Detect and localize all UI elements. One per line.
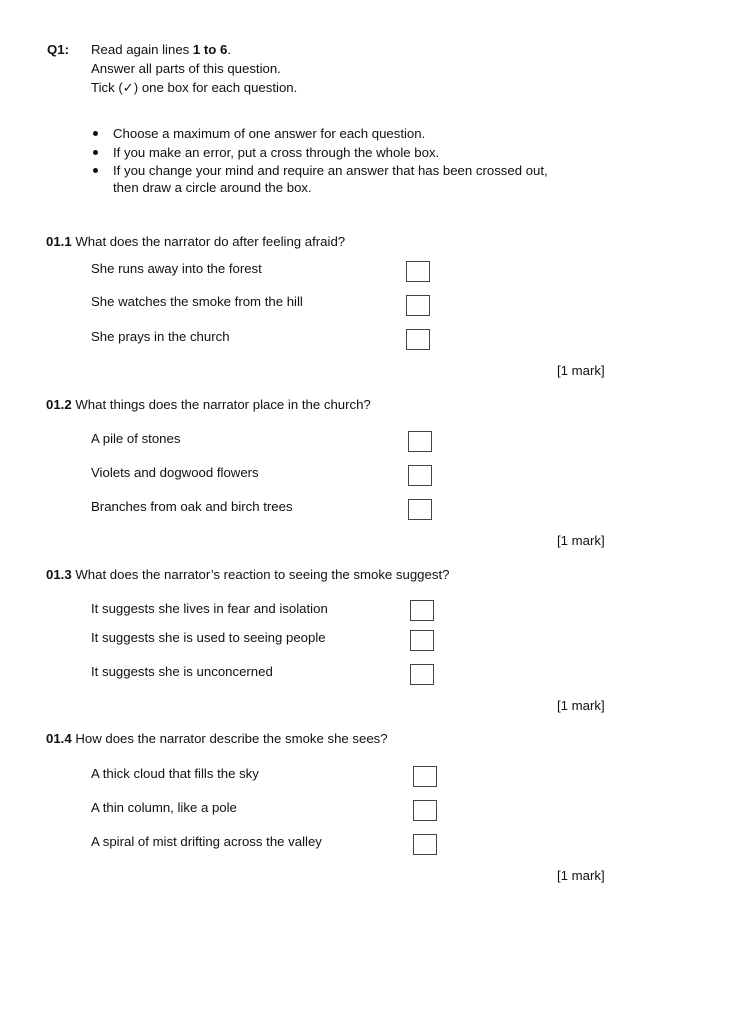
option-label: She runs away into the forest xyxy=(91,261,262,276)
bullet-icon xyxy=(93,168,98,173)
tick-box[interactable] xyxy=(413,766,437,787)
mark-label: [1 mark] xyxy=(557,363,605,378)
question-01-4: 01.4 How does the narrator describe the smoke she sees? xyxy=(46,731,388,746)
option-label: It suggests she is used to seeing people xyxy=(91,630,326,645)
option-label: It suggests she lives in fear and isolation xyxy=(91,601,328,616)
option-label: She prays in the church xyxy=(91,329,230,344)
option-label: It suggests she is unconcerned xyxy=(91,664,273,679)
bullet-text: If you change your mind and require an answer that has been crossed out, xyxy=(113,163,548,178)
question-01-2: 01.2 What things does the narrator place in the church? xyxy=(46,397,371,412)
question-01-1: 01.1 What does the narrator do after feeling afraid? xyxy=(46,234,346,249)
bullet-icon xyxy=(93,131,98,136)
tick-box[interactable] xyxy=(413,834,437,855)
tick-box[interactable] xyxy=(408,499,432,520)
tick-box[interactable] xyxy=(410,630,434,651)
option-label: Branches from oak and birch trees xyxy=(91,499,293,514)
mark-label: [1 mark] xyxy=(557,868,605,883)
tick-box[interactable] xyxy=(408,431,432,452)
tick-box[interactable] xyxy=(406,329,430,350)
bullet-text: If you make an error, put a cross through the whole box. xyxy=(113,145,440,160)
tick-box[interactable] xyxy=(408,465,432,486)
instruction-line-3: Tick (✓) one box for each question. xyxy=(91,80,298,95)
option-label: Violets and dogwood flowers xyxy=(91,465,259,480)
instruction-line-2: Answer all parts of this question. xyxy=(91,61,281,76)
tick-box[interactable] xyxy=(413,800,437,821)
option-label: A spiral of mist drifting across the valley xyxy=(91,834,322,849)
option-label: A thick cloud that fills the sky xyxy=(91,766,259,781)
tick-box[interactable] xyxy=(410,664,434,685)
mark-label: [1 mark] xyxy=(557,533,605,548)
option-label: A pile of stones xyxy=(91,431,181,446)
tick-box[interactable] xyxy=(410,600,434,621)
option-label: A thin column, like a pole xyxy=(91,800,237,815)
tick-box[interactable] xyxy=(406,295,430,316)
bullet-icon xyxy=(93,150,98,155)
option-label: She watches the smoke from the hill xyxy=(91,294,303,309)
tick-box[interactable] xyxy=(406,261,430,282)
bullet-text: Choose a maximum of one answer for each question. xyxy=(113,126,426,141)
mark-label: [1 mark] xyxy=(557,698,605,713)
bullet-text-continued: then draw a circle around the box. xyxy=(113,180,312,195)
question-label: Q1: xyxy=(47,42,69,57)
instruction-line-1: Read again lines 1 to 6. xyxy=(91,42,232,57)
question-01-3: 01.3 What does the narrator’s reaction to seeing the smoke suggest? xyxy=(46,567,450,582)
